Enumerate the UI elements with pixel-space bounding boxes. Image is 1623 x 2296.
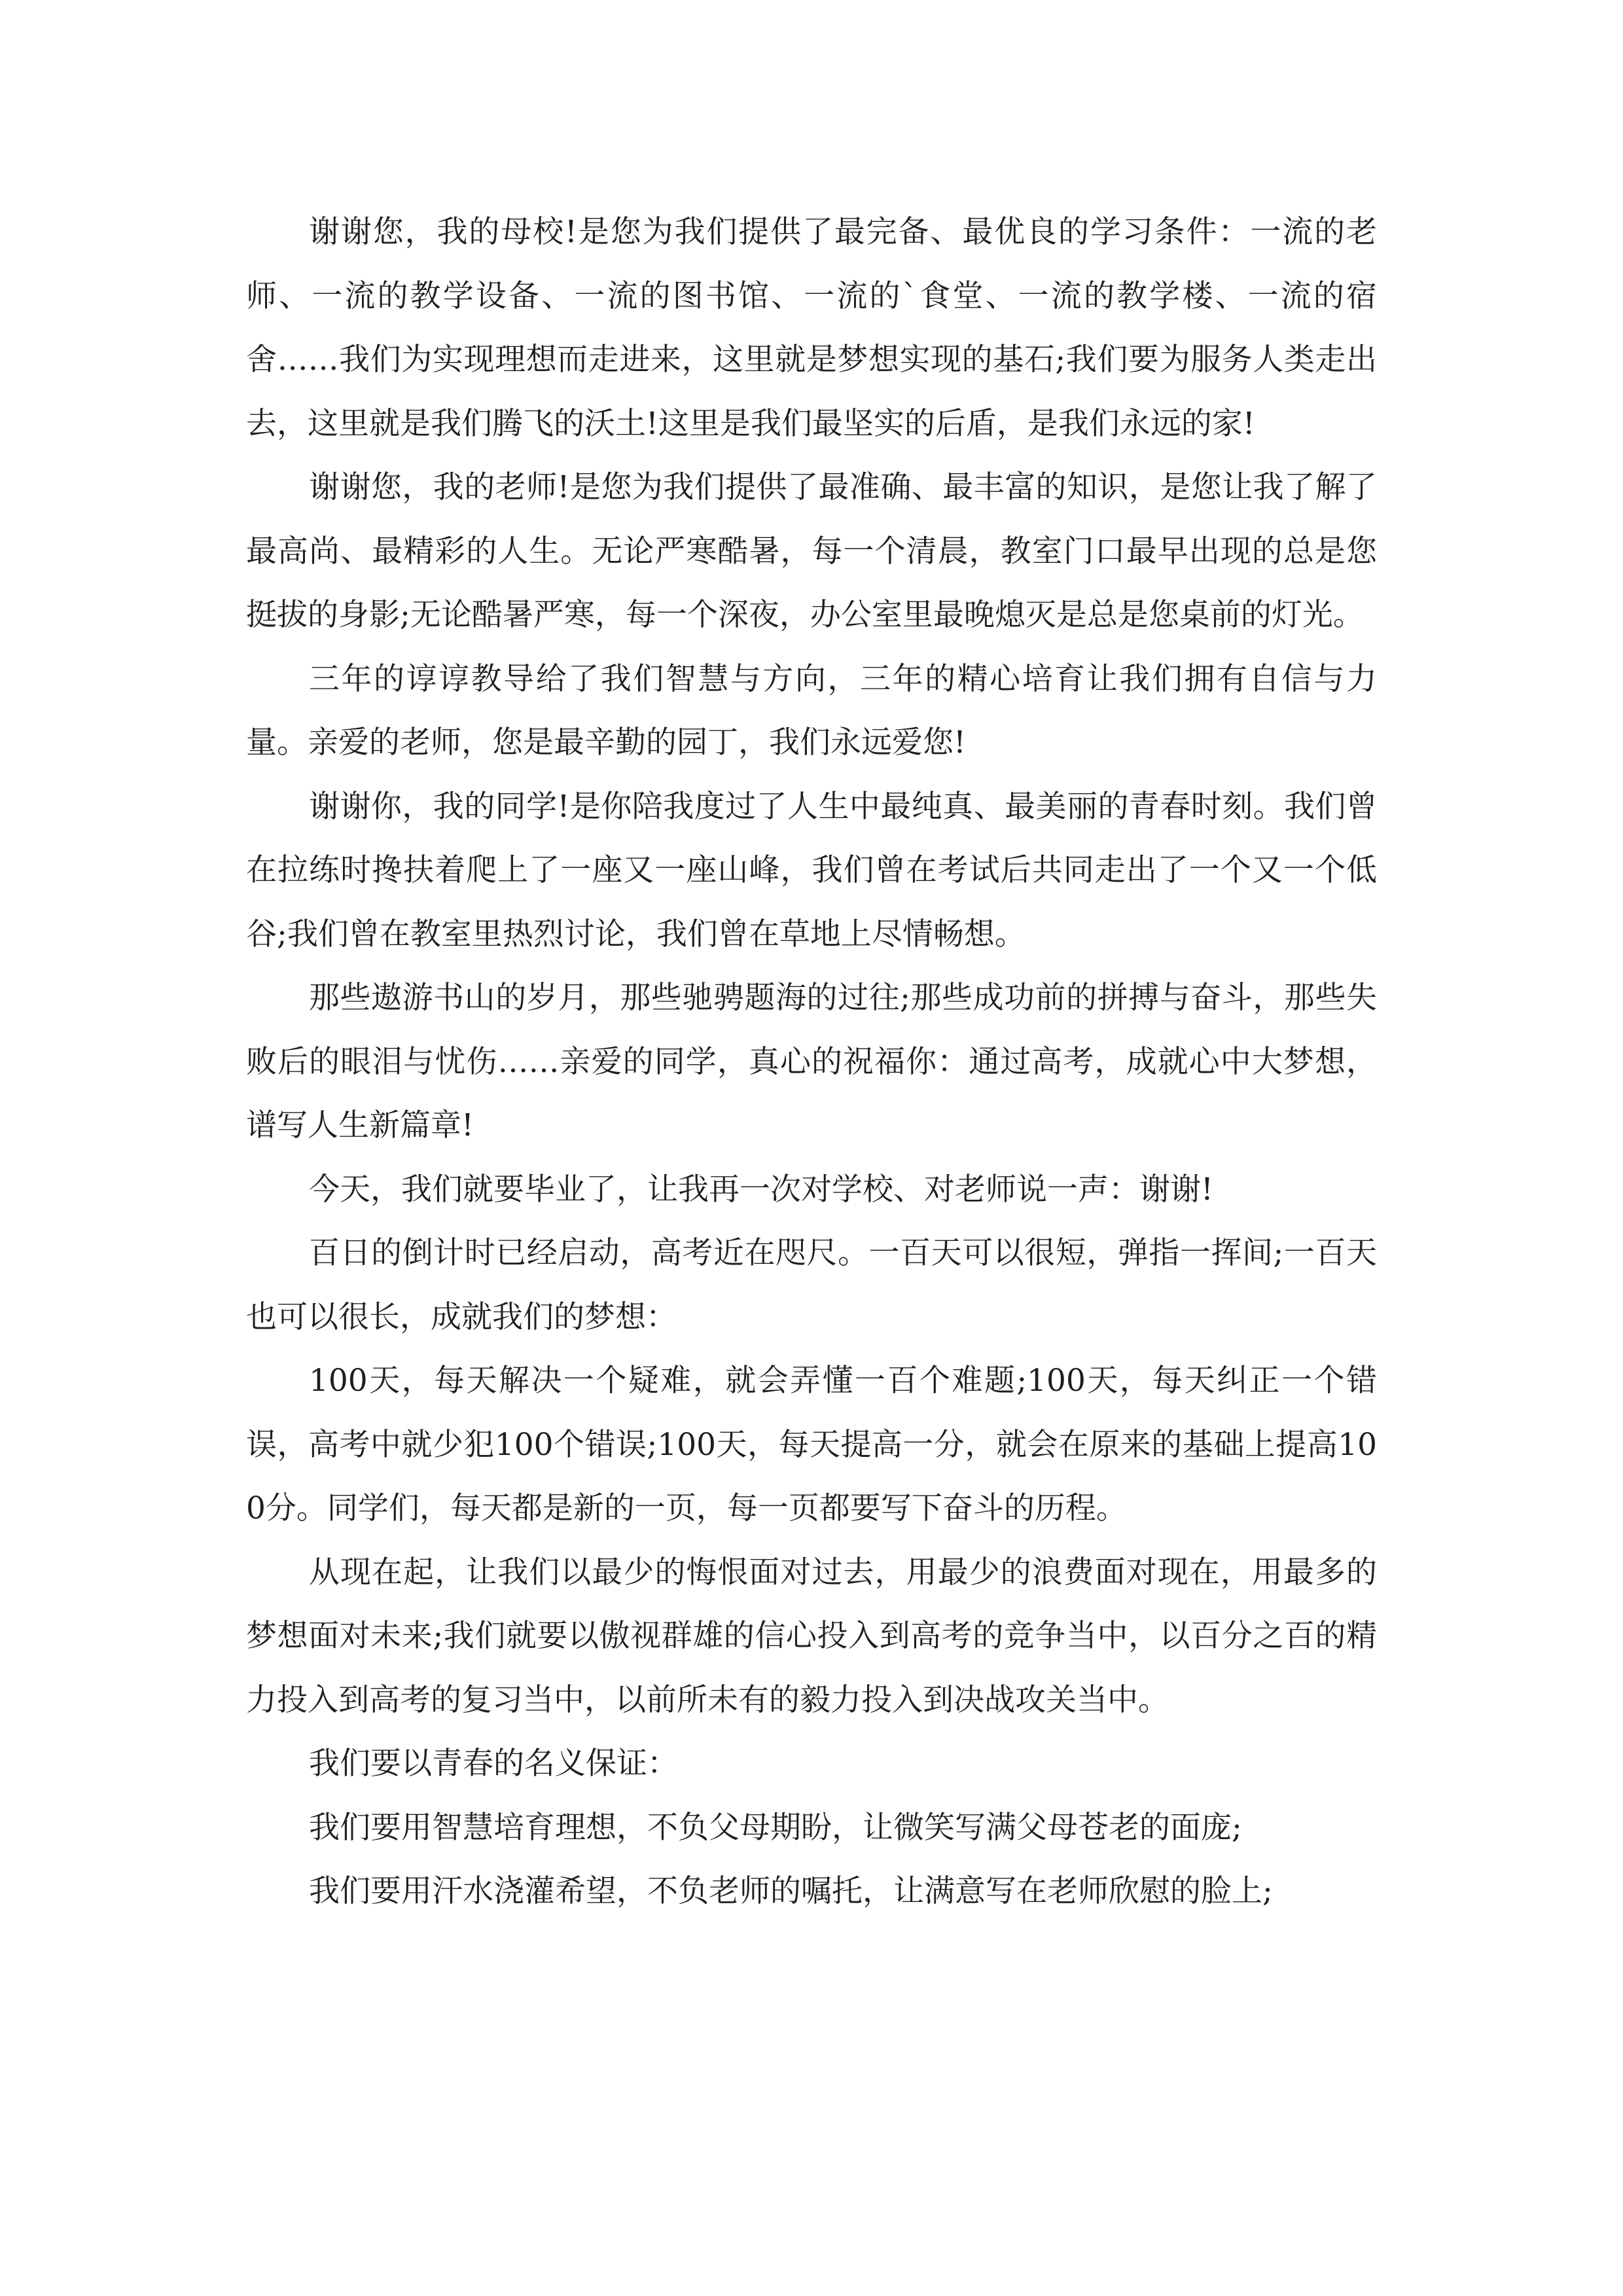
paragraph-three-years: 三年的谆谆教导给了我们智慧与方向，三年的精心培育让我们拥有自信与力量。亲爱的老师，您是最辛勤的园丁，我们永远爱您! bbox=[246, 660, 1377, 761]
paragraph-thanks-classmate: 谢谢你，我的同学!是你陪我度过了人生中最纯真、最美丽的青春时刻。我们曾在拉练时搀扶着爬上了一座又一座山峰，我们曾在考试后共同走出了一个又一个低谷;我们曾在教室里热烈讨论，我们曾在草地上尽情畅想。 bbox=[246, 788, 1377, 952]
paragraph-thanks-teacher: 谢谢您，我的老师!是您为我们提供了最准确、最丰富的知识，是您让我了解了最高尚、最精彩的人生。无论严寒酷暑，每一个清晨，教室门口最早出现的总是您挺拔的身影;无论酷暑严寒，每一个深夜，办公室里最晚熄灭是总是您桌前的灯光。 bbox=[246, 469, 1377, 633]
document-body bbox=[246, 200, 1377, 1924]
paragraph-100-days: 100天，每天解决一个疑难，就会弄懂一百个难题;100天，每天纠正一个错误，高考中就少犯100个错误;100天，每天提高一分，就会在原来的基础上提高100分。同学们，每天都是新的一页，每一页都要写下奋斗的历程。 bbox=[246, 1363, 1377, 1526]
paragraph-pledge-teachers: 我们要用汗水浇灌希望，不负老师的嘱托，让满意写在老师欣慰的脸上; bbox=[309, 1873, 1273, 1909]
paragraph-memories: 那些遨游书山的岁月，那些驰骋题海的过往;那些成功前的拼搏与奋斗，那些失败后的眼泪与忧伤……亲爱的同学，真心的祝福你：通过高考，成就心中大梦想，谱写人生新篇章! bbox=[246, 980, 1377, 1143]
paragraph-pledge-parents: 我们要用智慧培育理想，不负父母期盼，让微笑写满父母苍老的面庞; bbox=[309, 1809, 1242, 1846]
paragraph-countdown: 百日的倒计时已经启动，高考近在咫尺。一百天可以很短，弹指一挥间;一百天也可以很长，成就我们的梦想： bbox=[246, 1235, 1377, 1335]
paragraph-thanks-school: 谢谢您，我的母校!是您为我们提供了最完备、最优良的学习条件：一流的老师、一流的教学设备、一流的图书馆、一流的`食堂、一流的教学楼、一流的宿舍……我们为实现理想而走进来，这里就是梦想实现的基石;我们要为服务人类走出去，这里就是我们腾飞的沃土!这里是我们最坚实的后盾，是我们永远的家! bbox=[246, 214, 1377, 442]
paragraph-graduation: 今天，我们就要毕业了，让我再一次对学校、对老师说一声：谢谢! bbox=[309, 1171, 1213, 1208]
paragraph-from-now: 从现在起，让我们以最少的悔恨面对过去，用最少的浪费面对现在，用最多的梦想面对未来;我们就要以傲视群雄的信心投入到高考的竞争当中，以百分之百的精力投入到高考的复习当中，以前所未有的毅力投入到决战攻关当中。 bbox=[246, 1554, 1377, 1718]
paragraph-pledge-intro: 我们要以青春的名义保证： bbox=[309, 1746, 678, 1782]
